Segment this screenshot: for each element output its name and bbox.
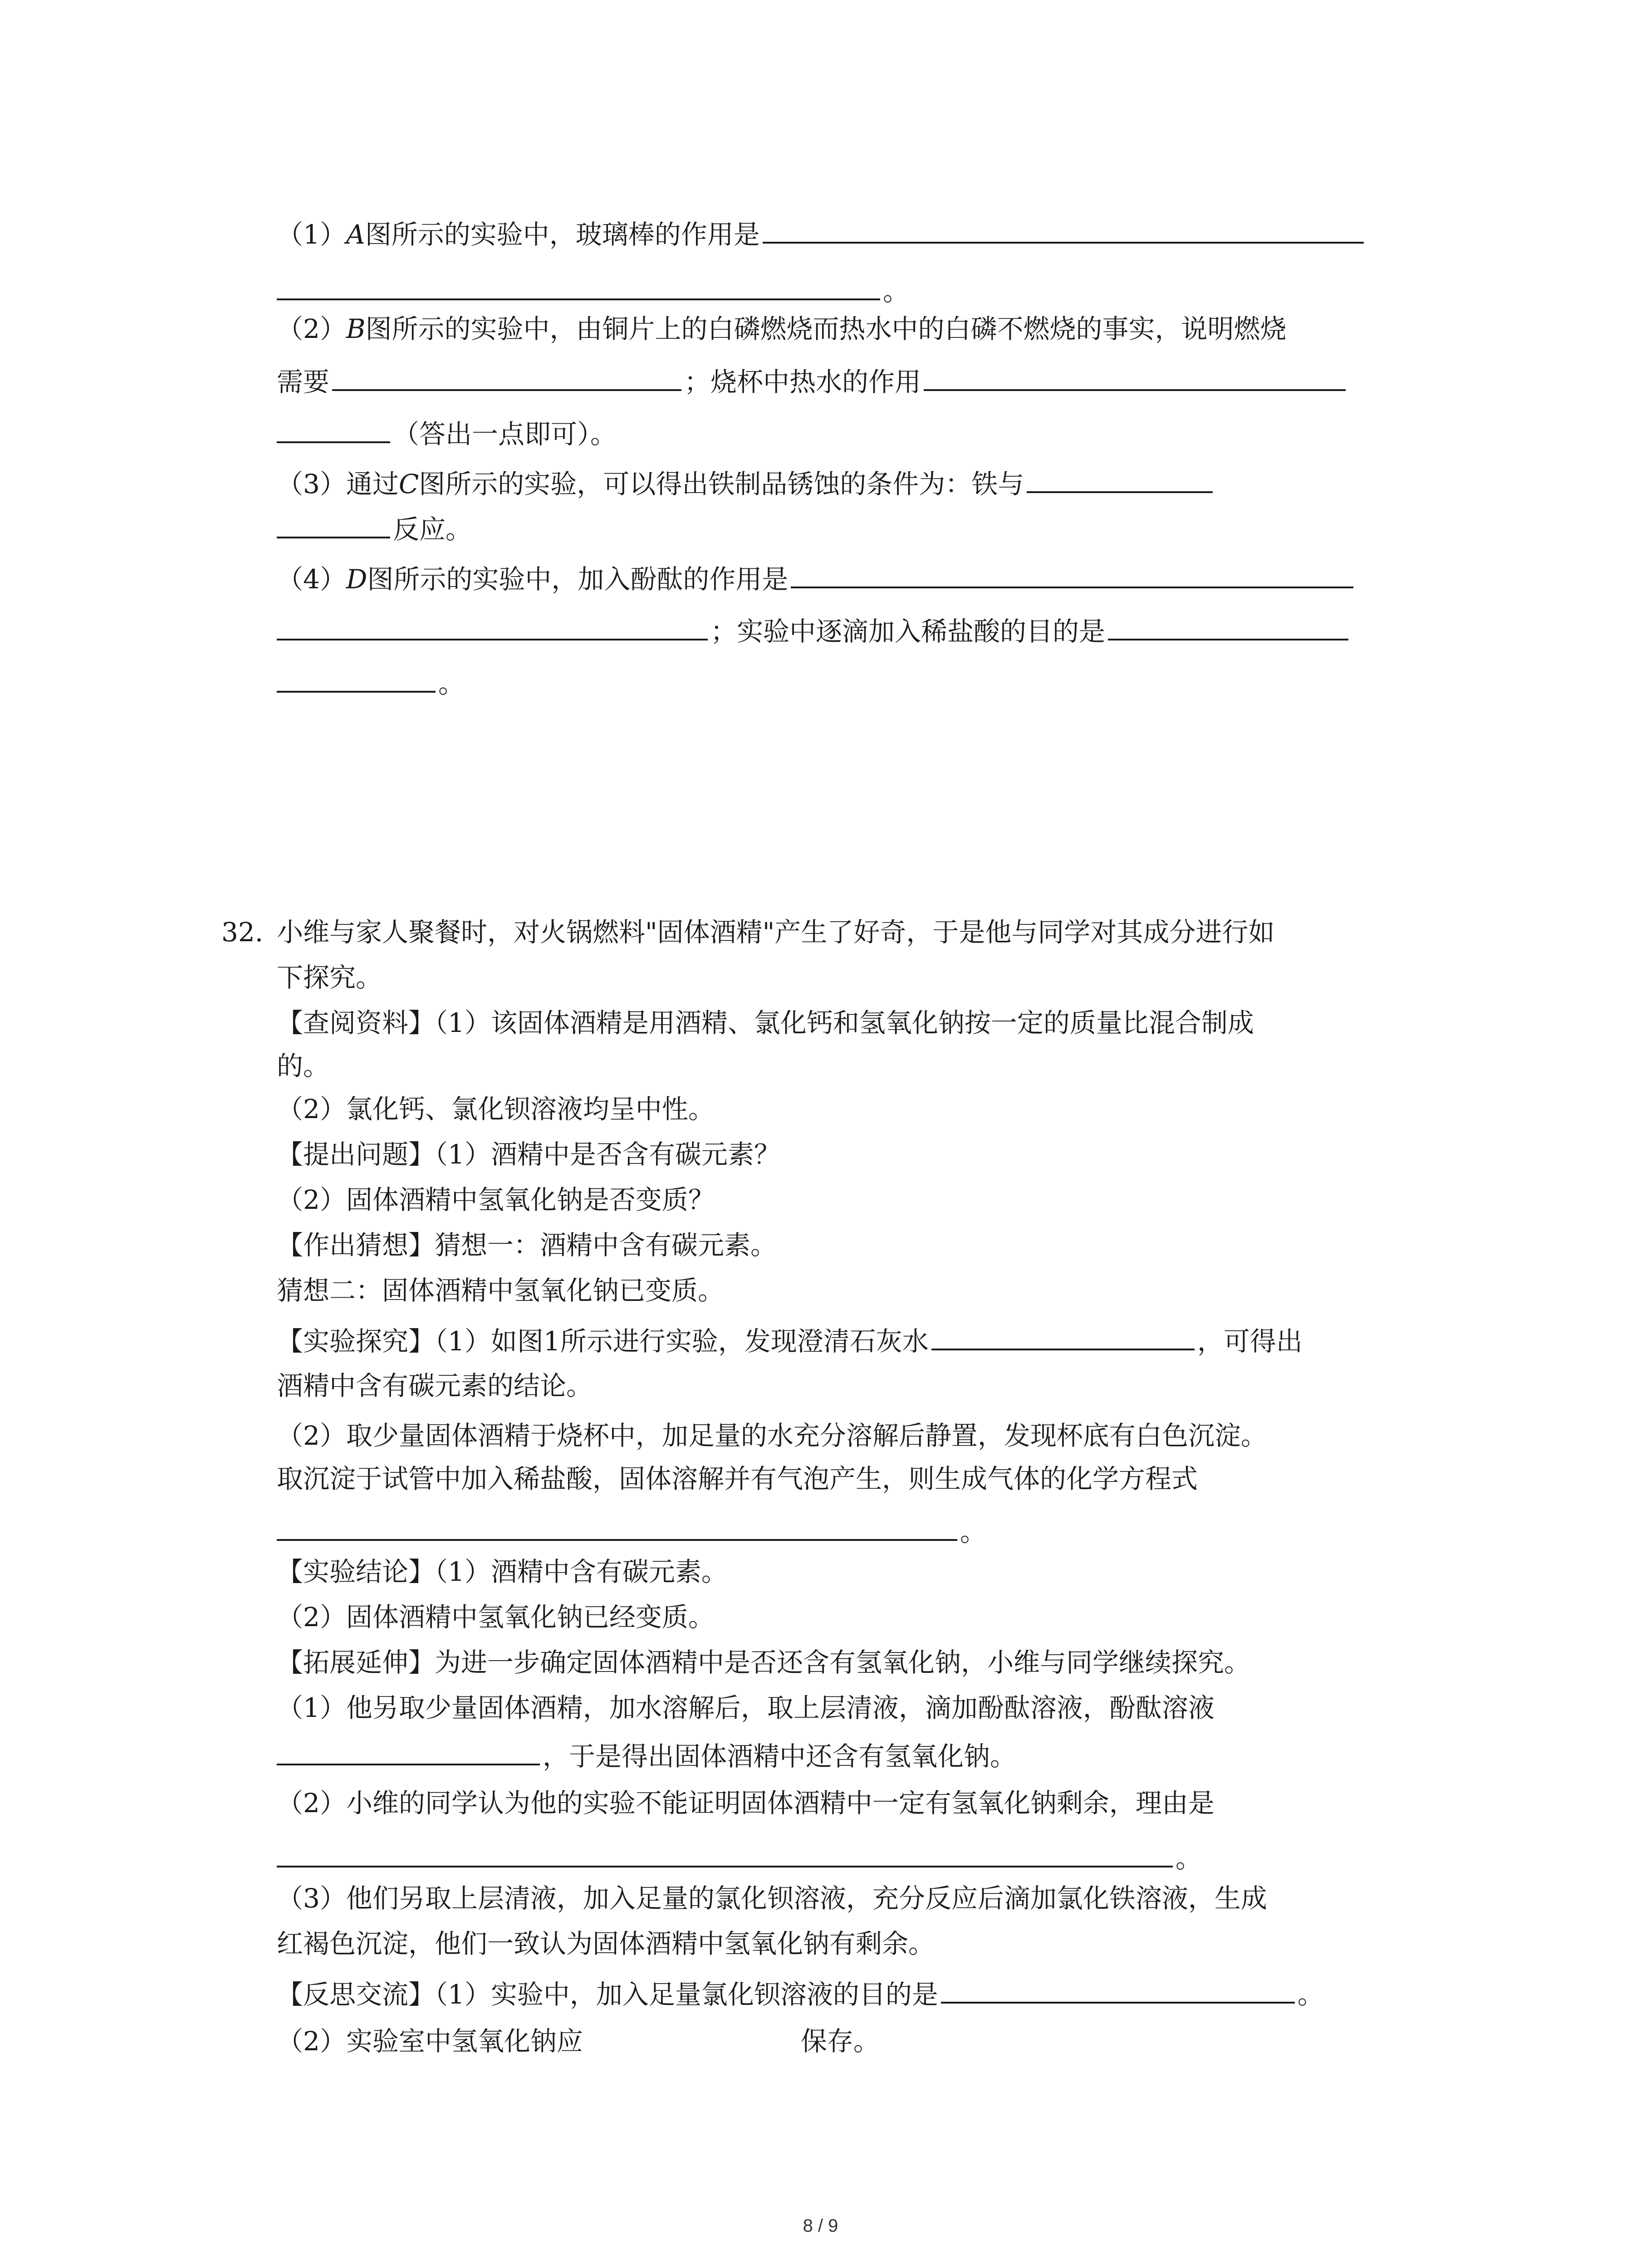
hypothesis-1: 【作出猜想】猜想一：酒精中含有碳元素。	[277, 1230, 777, 1261]
text: 。	[883, 276, 910, 307]
answer-blank[interactable]	[277, 665, 436, 693]
page-number: 8 / 9	[803, 2216, 838, 2236]
answer-blank[interactable]	[924, 363, 1346, 391]
q31-part3	[277, 465, 1215, 501]
reflection-1	[277, 1975, 1324, 2012]
q32-intro-cont: 下探究。	[277, 962, 382, 993]
text: ；实验中逐滴加入稀盐酸的目的是	[710, 616, 1106, 647]
answer-blank[interactable]	[277, 415, 390, 443]
answer-blank[interactable]	[941, 1975, 1295, 2004]
experiment-2-cont: 取沉淀于试管中加入稀盐酸，固体溶解并有气泡产生，则生成气体的化学方程式	[277, 1463, 1198, 1494]
conclusion-2: （2）固体酒精中氢氧化钠已经变质。	[277, 1602, 715, 1633]
q31-part4-line3	[277, 665, 465, 701]
extension-intro: 【拓展延伸】为进一步确定固体酒精中是否还含有氢氧化钠，小维与同学继续探究。	[277, 1647, 1251, 1678]
equation-line	[277, 1513, 986, 1549]
answer-blank[interactable]	[277, 1839, 1173, 1867]
q31-part1	[277, 215, 1367, 252]
q31-part2-line2	[277, 363, 1348, 399]
answer-blank[interactable]	[277, 510, 390, 538]
extension-3-cont: 红褐色沉淀，他们一致认为固体酒精中氢氧化钠有剩余。	[277, 1928, 935, 1959]
research-info: 【查阅资料】（1）该固体酒精是用酒精、氯化钙和氢氧化钠按一定的质量比混合制成	[277, 1007, 1254, 1038]
question-number: 32.	[221, 917, 264, 948]
q31-part4	[277, 560, 1356, 596]
extension-1: （1）他另取少量固体酒精，加水溶解后，取上层清液，滴加酚酞溶液，酚酞溶液	[277, 1692, 1215, 1723]
answer-blank[interactable]	[277, 1737, 540, 1765]
text: 。	[960, 1516, 987, 1547]
answer-blank[interactable]	[277, 612, 708, 640]
figure-label: C	[398, 469, 419, 499]
text: 。	[1176, 1843, 1202, 1874]
text: （2）实验室中氢氧化钠应	[277, 2026, 583, 2057]
text: ，可得出	[1197, 1326, 1303, 1357]
experiment-1	[277, 1322, 1303, 1359]
question-raised-2: （2）固体酒精中氢氧化钠是否变质？	[277, 1184, 715, 1215]
text: （1）	[277, 219, 346, 250]
figure-label: D	[346, 564, 367, 595]
text: 图所示的实验中，玻璃棒的作用是	[365, 219, 760, 250]
q31-part2	[277, 311, 1287, 347]
text: （3）通过	[277, 469, 399, 499]
text: ；烧杯中热水的作用	[684, 367, 921, 397]
figure-label: A	[346, 219, 365, 250]
text: （4）	[277, 564, 346, 595]
text: 【反思交流】（1）实验中，加入足量氯化钡溶液的目的是	[277, 1979, 938, 2010]
text: 。	[1297, 1979, 1324, 2010]
extension-2: （2）小维的同学认为他的实验不能证明固体酒精中一定有氢氧化钠剩余，理由是	[277, 1788, 1215, 1818]
experiment-1-cont: 酒精中含有碳元素的结论。	[277, 1370, 593, 1401]
answer-blank[interactable]	[277, 272, 880, 300]
reflection-2	[277, 2023, 880, 2059]
text: 【实验探究】（1）如图1所示进行实验，发现澄清石灰水	[277, 1326, 929, 1357]
text: 图所示的实验，可以得出铁制品锈蚀的条件为：铁与	[419, 469, 1024, 499]
text: 保存。	[800, 2026, 880, 2057]
answer-blank[interactable]	[931, 1322, 1195, 1350]
extension-3: （3）他们另取上层清液，加入足量的氯化钡溶液，充分反应后滴加氯化铁溶液，生成	[277, 1883, 1267, 1914]
hypothesis-2: 猜想二：固体酒精中氢氧化钠已变质。	[277, 1275, 725, 1306]
answer-blank[interactable]	[277, 1513, 957, 1541]
q31-part3-cont	[277, 510, 472, 547]
q32-intro: 小维与家人聚餐时，对火锅燃料"固体酒精"产生了好奇，于是他与同学对其成分进行如	[277, 917, 1275, 948]
research-info-2: （2）氯化钙、氯化钡溶液均呈中性。	[277, 1094, 715, 1124]
extension-2-blank	[277, 1839, 1202, 1876]
research-info-cont: 的。	[277, 1051, 330, 1081]
extension-1-cont	[277, 1737, 1016, 1774]
q31-part1-cont	[277, 272, 909, 308]
text: 图所示的实验中，由铜片上的白磷燃烧而热水中的白磷不燃烧的事实，说明燃烧	[365, 313, 1287, 344]
answer-blank[interactable]	[763, 215, 1364, 244]
figure-label: B	[346, 313, 366, 344]
text: 反应。	[393, 514, 472, 545]
question-raised-1: 【提出问题】（1）酒精中是否含有碳元素？	[277, 1139, 780, 1170]
answer-blank[interactable]	[1108, 612, 1348, 640]
text: 图所示的实验中，加入酚酞的作用是	[367, 564, 789, 595]
experiment-2: （2）取少量固体酒精于烧杯中，加足量的水充分溶解后静置，发现杯底有白色沉淀。	[277, 1420, 1267, 1451]
text: （2）	[277, 313, 346, 344]
text: 需要	[277, 367, 330, 397]
conclusion-1: 【实验结论】（1）酒精中含有碳元素。	[277, 1556, 728, 1587]
answer-blank[interactable]	[791, 560, 1353, 588]
q31-part2-line3	[277, 415, 617, 451]
text: 。	[438, 668, 465, 699]
answer-blank[interactable]	[1027, 465, 1213, 493]
q31-part4-line2	[277, 612, 1351, 649]
text: ，于是得出固体酒精中还含有氢氧化钠。	[543, 1741, 1017, 1772]
answer-blank[interactable]	[332, 363, 681, 391]
text: （答出一点即可）。	[393, 419, 617, 450]
